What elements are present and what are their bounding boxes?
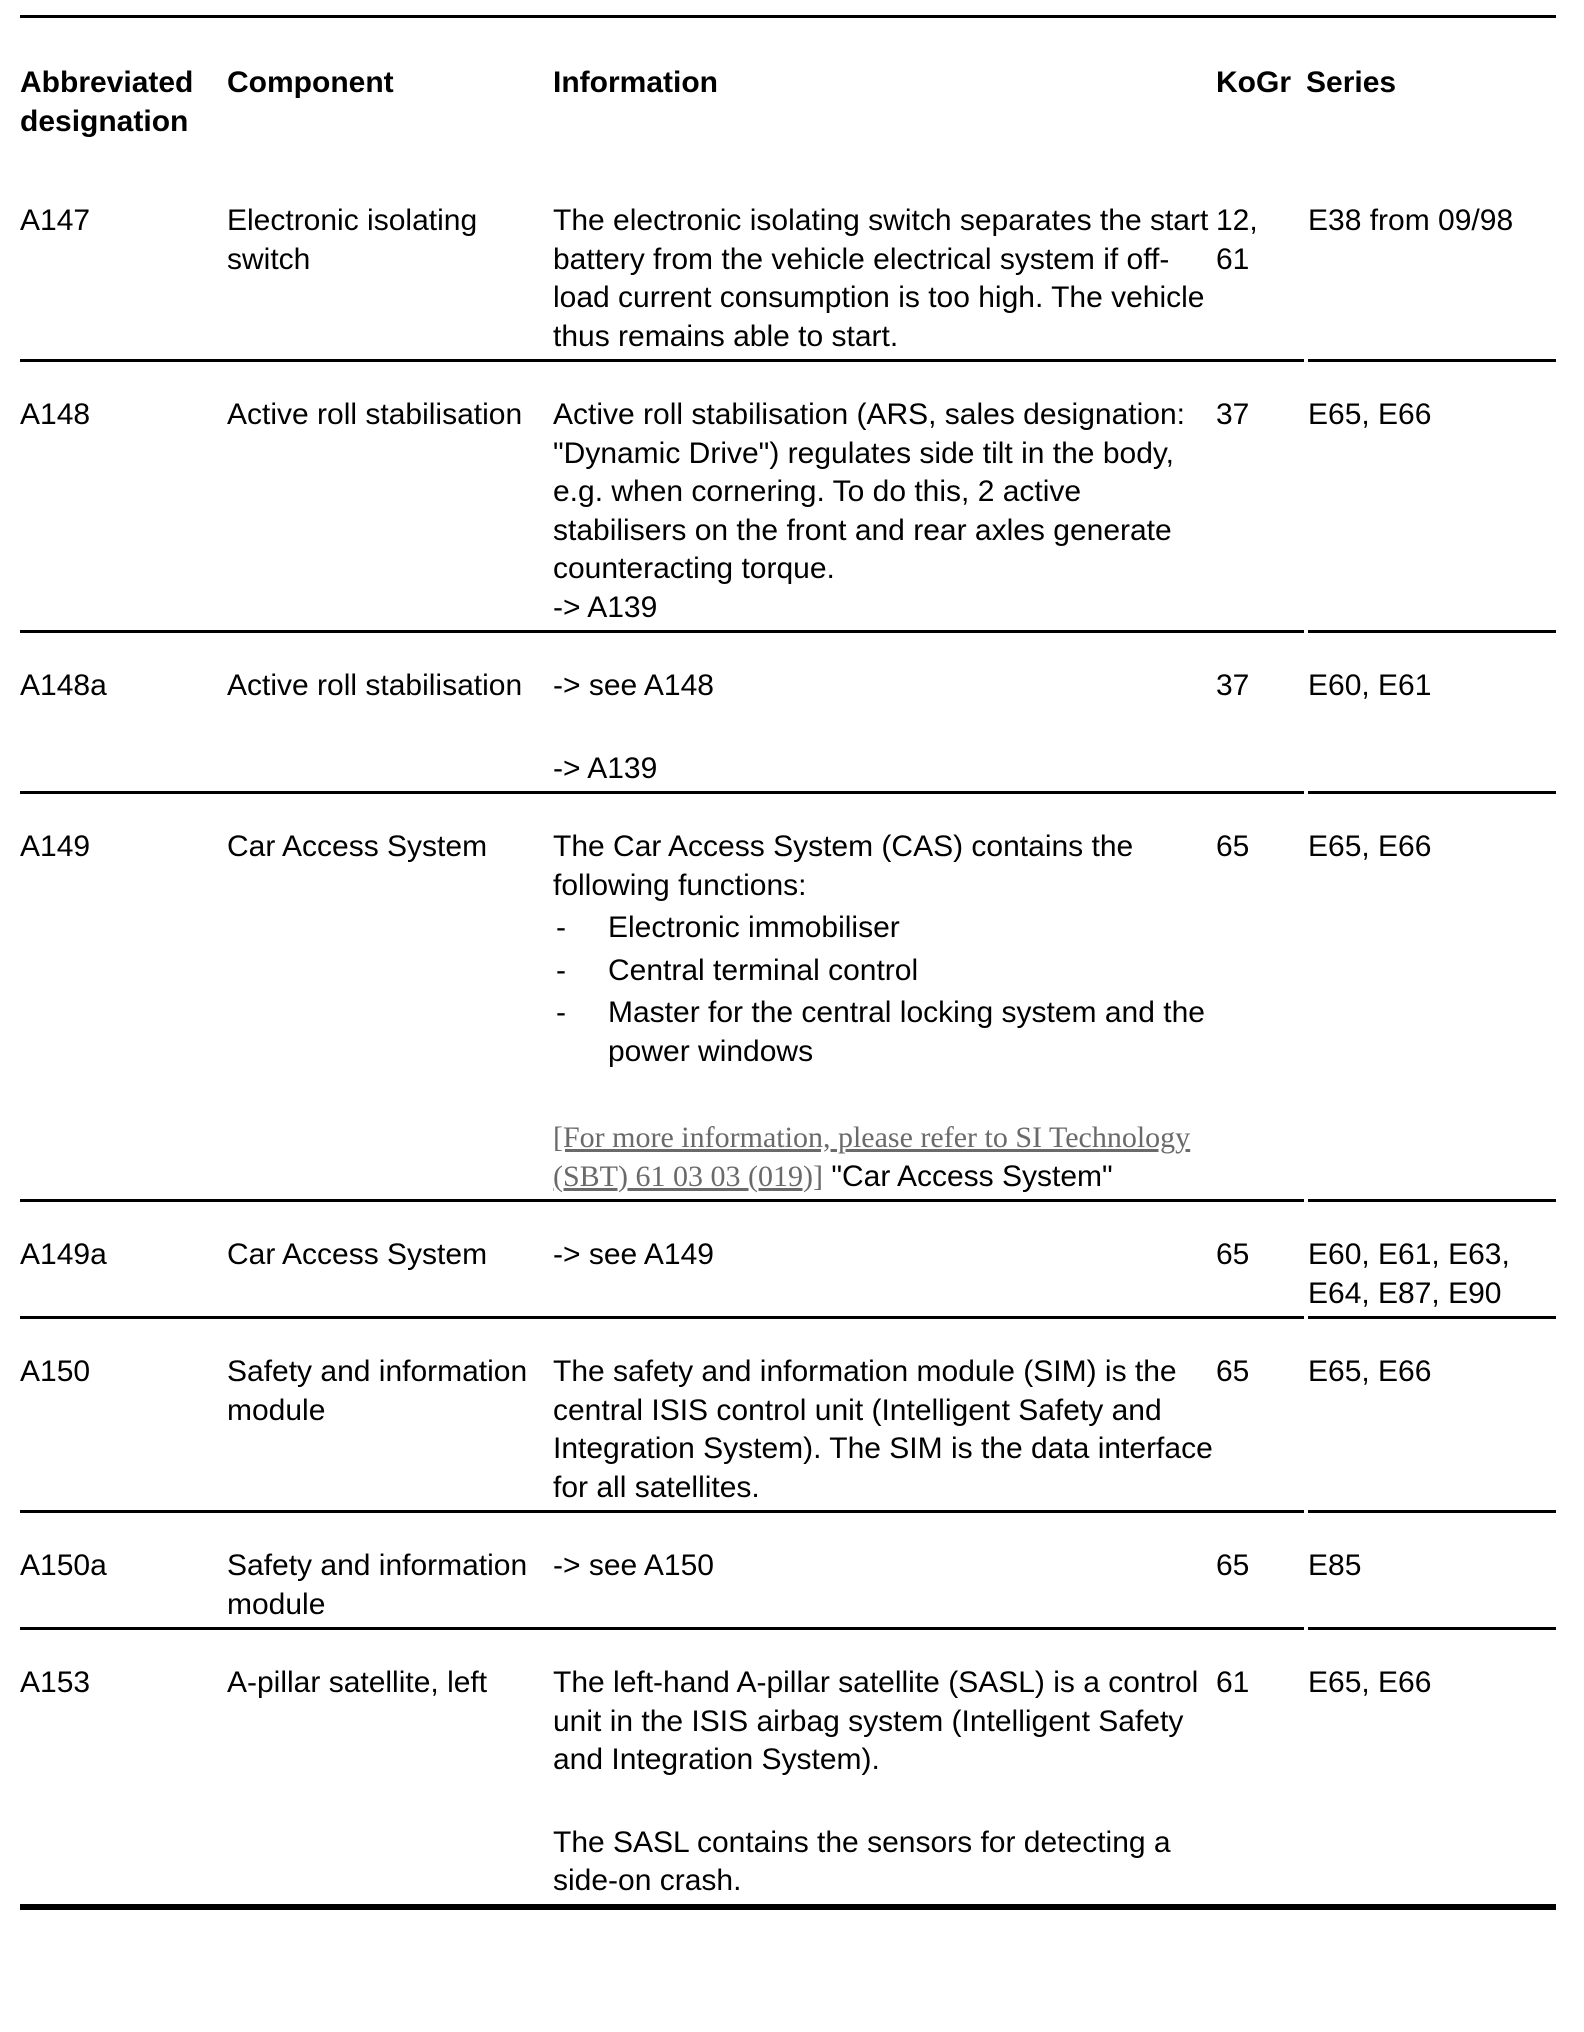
- cell-series: E65, E66: [1306, 793, 1556, 1201]
- cell-abbrev: A150: [20, 1318, 227, 1512]
- info-text: The left-hand A-pillar satellite (SASL) is a control unit in the ISIS airbag system (Intelligent Safety and Integration System).: [553, 1666, 1199, 1776]
- dash-bullet: -: [556, 911, 566, 944]
- table-row: [20, 632, 1556, 793]
- cell-kogr: [1216, 168, 1306, 361]
- cell-component: Car Access System: [227, 793, 553, 1201]
- table-row: [20, 793, 1556, 1201]
- cell-series: E60, E61: [1306, 632, 1556, 793]
- header-information: Information: [553, 66, 718, 99]
- cell-component: Active roll stabilisation: [227, 361, 553, 632]
- dash-bullet: -: [556, 996, 566, 1029]
- info-text-2: The SASL contains the sensors for detecting a side-on crash.: [553, 1825, 1171, 1897]
- cell-abbrev: A148a: [20, 632, 227, 793]
- cell-abbrev: A153: [20, 1629, 227, 1907]
- cell-information: -> see A150: [553, 1512, 1216, 1629]
- cell-abbrev: A150a: [20, 1512, 227, 1629]
- cell-series: E60, E61, E63, E64, E87, E90: [1306, 1201, 1556, 1318]
- function-list: [553, 909, 1216, 1071]
- cell-kogr: 65: [1216, 1318, 1306, 1512]
- list-item-text: Master for the central locking system and the power windows: [608, 996, 1205, 1068]
- cell-kogr: 65: [1216, 793, 1306, 1201]
- cell-component: A-pillar satellite, left: [227, 1629, 553, 1907]
- cell-information: The electronic isolating switch separates the start battery from the vehicle electrical system if off-load current consumption is too high. The vehicle thus remains able to start.: [553, 168, 1216, 361]
- info-text: The Car Access System (CAS) contains the following functions:: [553, 830, 1134, 902]
- cell-component: Car Access System: [227, 1201, 553, 1318]
- cell-information: [553, 361, 1216, 632]
- cell-information: [553, 793, 1216, 1201]
- list-item-text: Central terminal control: [608, 953, 919, 987]
- cell-series: E65, E66: [1306, 1318, 1556, 1512]
- cell-information: -> see A149: [553, 1201, 1216, 1318]
- document-page: [20, 15, 1556, 1910]
- component-table: [20, 18, 1556, 1910]
- info-reference: -> A139: [553, 590, 658, 624]
- si-technology-link[interactable]: [For more information, please refer to SI Technology (SBT) 61 03 03 (019)]: [553, 1121, 1191, 1193]
- cell-component: Safety and information module: [227, 1512, 553, 1629]
- list-item: [553, 909, 1216, 948]
- info-text: Active roll stabilisation (ARS, sales designation: "Dynamic Drive") regulates side tilt in the body, e.g. when cornering. To do this, 2 active stabilisers on the front and rear axles generate counteracting torque.: [553, 398, 1185, 585]
- table-row: [20, 1318, 1556, 1512]
- table-row: [20, 1201, 1556, 1318]
- header-series: Series: [1306, 66, 1397, 99]
- table-row: [20, 168, 1556, 361]
- table-header-row: [20, 18, 1556, 168]
- more-info: [553, 1119, 1216, 1196]
- info-text: -> see A148: [553, 669, 714, 702]
- cell-component: Electronic isolating switch: [227, 168, 553, 361]
- cell-information: [553, 632, 1216, 793]
- cell-series: E65, E66: [1306, 1629, 1556, 1907]
- cell-abbrev: A149: [20, 793, 227, 1201]
- list-item: [553, 994, 1216, 1071]
- cell-series: E38 from 09/98: [1306, 168, 1556, 361]
- info-reference: -> A139: [553, 751, 658, 785]
- cell-kogr: 65: [1216, 1512, 1306, 1629]
- table-row: [20, 1512, 1556, 1629]
- cell-information: The safety and information module (SIM) is the central ISIS control unit (Intelligent Safety and Integration System). The SIM is the data interface for all satellites.: [553, 1318, 1216, 1512]
- cell-component: Active roll stabilisation: [227, 632, 553, 793]
- list-item-text: Electronic immobiliser: [608, 911, 900, 944]
- dash-bullet: -: [556, 953, 566, 987]
- header-abbreviated-designation: Abbreviated designation: [20, 66, 194, 138]
- cell-series: E65, E66: [1306, 361, 1556, 632]
- table-row: [20, 361, 1556, 632]
- table-row: [20, 1629, 1556, 1907]
- cell-abbrev: A149a: [20, 1201, 227, 1318]
- cell-kogr: 37: [1216, 632, 1306, 793]
- cell-abbrev: A147: [20, 168, 227, 361]
- kogr-value: 12, 61: [1216, 204, 1258, 276]
- header-component: Component: [227, 66, 394, 99]
- cell-information: [553, 1629, 1216, 1907]
- cell-component: Safety and information module: [227, 1318, 553, 1512]
- cell-kogr: 65: [1216, 1201, 1306, 1318]
- list-item: [553, 952, 1216, 991]
- cell-kogr: 37: [1216, 361, 1306, 632]
- header-kogr: KoGr: [1216, 66, 1291, 99]
- link-suffix: "Car Access System": [822, 1159, 1113, 1193]
- cell-abbrev: A148: [20, 361, 227, 632]
- cell-kogr: 61: [1216, 1629, 1306, 1907]
- cell-series: E85: [1306, 1512, 1556, 1629]
